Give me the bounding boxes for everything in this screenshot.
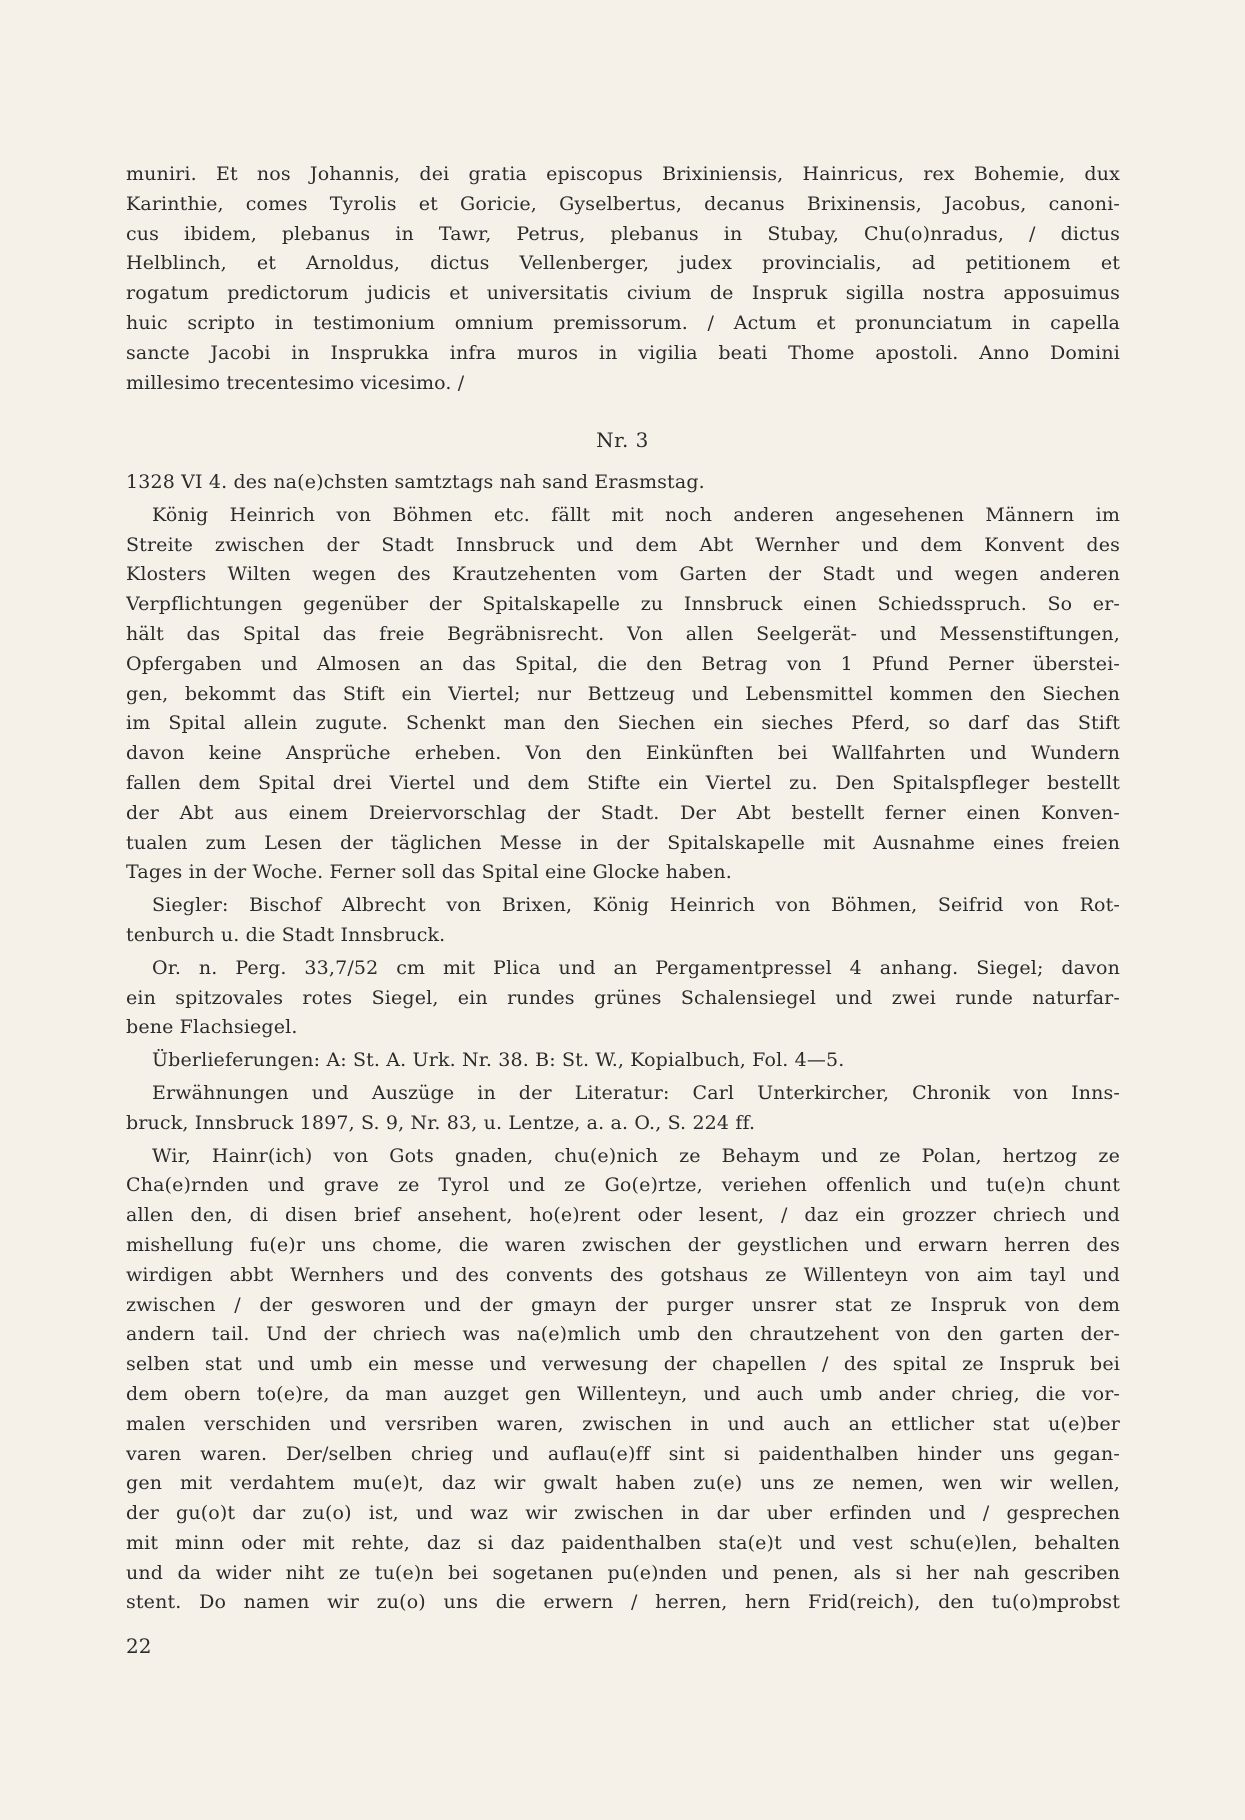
text-line: fallen dem Spital drei Viertel und dem Stifte ein Viertel zu. Den Spitalspfleger bestellt: [126, 771, 1120, 794]
text-line: andern tail. Und der chriech was na(e)mlich umb den chrautzehent von den garten der-: [126, 1323, 1120, 1346]
text-line: cus ibidem, plebanus in Tawr, Petrus, plebanus in Stubay, Chu(o)nradus, / dictus: [126, 222, 1120, 245]
text-line: Wir, Hainr(ich) von Gots gnaden, chu(e)nich ze Behaym und ze Polan, hertzog ze: [152, 1144, 1120, 1167]
text-line: im Spital allein zugute. Schenkt man den Siechen ein sieches Pferd, so darf das Stift: [126, 712, 1120, 735]
text-line: Helblinch, et Arnoldus, dictus Vellenberger, judex provincialis, ad petitionem et: [126, 252, 1120, 275]
text-line: tenburch u. die Stadt Innsbruck.: [126, 923, 446, 946]
text-line: davon keine Ansprüche erheben. Von den Einkünften bei Wallfahrten und Wundern: [126, 742, 1120, 765]
text-line: Siegler: Bischof Albrecht von Brixen, König Heinrich von Böhmen, Seifrid von Rot-: [152, 894, 1120, 917]
literature-paragraph: [126, 1079, 1120, 1139]
text-line: selben stat und umb ein messe und verwesung der chapellen / des spital ze Inspruk bei: [126, 1353, 1120, 1376]
page-number: 22: [126, 1634, 152, 1658]
text-line: huic scripto in testimonium omnium premissorum. / Actum et pronunciatum in capella: [126, 311, 1120, 334]
text-line: Opfergaben und Almosen an das Spital, die den Betrag von 1 Pfund Perner überstei-: [126, 652, 1120, 675]
text-line: Tages in der Woche. Ferner soll das Spital eine Glocke haben.: [126, 861, 732, 884]
text-line: und da wider niht ze tu(e)n bei sogetanen pu(e)nden und penen, als si her nah gescriben: [126, 1561, 1120, 1584]
text-line: ein spitzovales rotes Siegel, ein rundes grünes Schalensiegel und zwei runde naturfar-: [126, 986, 1120, 1009]
text-line: tualen zum Lesen der täglichen Messe in der Spitalskapelle mit Ausnahme eines freien: [126, 831, 1120, 854]
text-line: mit minn oder mit rehte, daz si daz paidenthalben sta(e)t und vest schu(e)len, behalten: [126, 1531, 1120, 1554]
text-line: Erwähnungen und Auszüge in der Literatur: Carl Unterkircher, Chronik von Inns-: [152, 1081, 1120, 1104]
text-line: zwischen / der gesworen und der gmayn der purger unsrer stat ze Inspruk von dem: [126, 1293, 1120, 1316]
text-line: dem obern to(e)re, da man auzget gen Willenteyn, und auch umb ander chrieg, die vor-: [126, 1382, 1120, 1405]
text-line: gen mit verdahtem mu(e)t, daz wir gwalt haben zu(e) uns ze nemen, wen wir wellen,: [126, 1472, 1120, 1495]
text-line: sancte Jacobi in Insprukka infra muros in vigilia beati Thome apostoli. Anno Domini: [126, 341, 1120, 364]
text-line: bruck, Innsbruck 1897, S. 9, Nr. 83, u. Lentze, a. a. O., S. 224 ff.: [126, 1111, 756, 1134]
text-line: allen den, di disen brief ansehent, ho(e)rent oder lesent, / daz ein grozzer chriech und: [126, 1204, 1120, 1227]
text-line: rogatum predictorum judicis et universitatis civium de Inspruk sigilla nostra apposuimus: [126, 282, 1120, 305]
sealers-paragraph: [126, 891, 1120, 951]
text-line: varen waren. Der/selben chrieg und auflau(e)ff sint si paidenthalben hinder uns gegan-: [126, 1442, 1120, 1465]
text-line: Klosters Wilten wegen des Krautzehenten vom Garten der Stadt und wegen anderen: [126, 563, 1120, 586]
transmissions-paragraph: [126, 1046, 1120, 1076]
text-line: malen verschiden und versriben waren, zwischen in und auch an ettlicher stat u(e)ber: [126, 1412, 1120, 1435]
document-body: [126, 468, 1120, 1618]
original-paragraph: [126, 954, 1120, 1043]
text-line: gen, bekommt das Stift ein Viertel; nur Bettzeug und Lebensmittel kommen den Siechen: [126, 682, 1120, 705]
section-heading: Nr. 3: [596, 428, 649, 452]
text-line: Or. n. Perg. 33,7/52 cm mit Plica und an Pergamentpressel 4 anhang. Siegel; davon: [152, 956, 1120, 979]
text-line: muniri. Et nos Johannis, dei gratia episcopus Brixiniensis, Hainricus, rex Bohemie, dux: [126, 163, 1120, 185]
summary-paragraph: [126, 501, 1120, 888]
text-line: Cha(e)rnden und grave ze Tyrol und ze Go(e)rtze, veriehen offenlich und tu(e)n chunt: [126, 1174, 1120, 1197]
text-line: der gu(o)t dar zu(o) ist, und waz wir zwischen in dar uber erfinden und / gesprechen: [126, 1502, 1120, 1525]
text-line: Streite zwischen der Stadt Innsbruck und dem Abt Wernher und dem Konvent des: [126, 533, 1120, 556]
text-line: mishellung fu(e)r uns chome, die waren zwischen der geystlichen und erwarn herren des: [126, 1233, 1120, 1256]
text-line: König Heinrich von Böhmen etc. fällt mit noch anderen angesehenen Männern im: [152, 503, 1120, 526]
top-paragraph: [126, 160, 1120, 398]
text-line: millesimo trecentesimo vicesimo. /: [126, 371, 465, 394]
text-line: bene Flachsiegel.: [126, 1016, 298, 1039]
text-line: Karinthie, comes Tyrolis et Goricie, Gyselbertus, decanus Brixinensis, Jacobus, canoni-: [126, 192, 1120, 215]
date-line: 1328 VI 4. des na(e)chsten samtztags nah sand Erasmstag.: [126, 471, 705, 493]
text-line: Überlieferungen: A: St. A. Urk. Nr. 38. B: St. W., Kopialbuch, Fol. 4—5.: [152, 1049, 845, 1072]
text-line: Verpflichtungen gegenüber der Spitalskapelle zu Innsbruck einen Schiedsspruch. So er-: [126, 593, 1120, 616]
text-line: der Abt aus einem Dreiervorschlag der Stadt. Der Abt bestellt ferner einen Konven-: [126, 801, 1120, 824]
text-line: hält das Spital das freie Begräbnisrecht. Von allen Seelgerät- und Messenstiftungen,: [126, 622, 1120, 645]
charter-text: [126, 1142, 1120, 1619]
text-line: stent. Do namen wir zu(o) uns die erwern / herren, hern Frid(reich), den tu(o)mprobst: [126, 1591, 1120, 1614]
text-line: wirdigen abbt Wernhers und des convents des gotshaus ze Willenteyn von aim tayl und: [126, 1263, 1120, 1286]
